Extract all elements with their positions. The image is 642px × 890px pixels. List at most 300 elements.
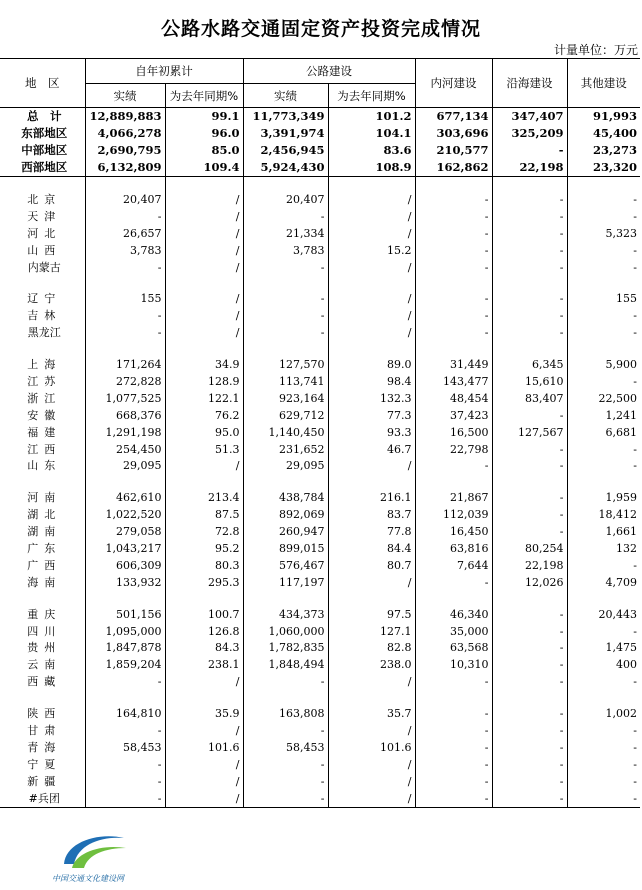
cell-ytd: 668,376 xyxy=(85,407,165,424)
cell-ytd: 1,291,198 xyxy=(85,424,165,441)
cell-ytd-yoy: / xyxy=(165,458,243,475)
cell-other: - xyxy=(567,623,640,640)
cell-other: 45,400 xyxy=(567,125,640,142)
cell-other: - xyxy=(567,557,640,574)
cell-coastal: - xyxy=(492,657,567,674)
cell-coastal: - xyxy=(492,490,567,507)
spacer-cell xyxy=(328,342,415,357)
spacer-cell xyxy=(415,691,492,706)
cell-road: 5,924,430 xyxy=(243,159,328,176)
cell-road-yoy: 77.8 xyxy=(328,524,415,541)
cell-other: 155 xyxy=(567,291,640,308)
spacer-cell xyxy=(0,342,85,357)
cell-ytd-yoy: / xyxy=(165,208,243,225)
cell-inland: - xyxy=(415,225,492,242)
cell-ytd: 501,156 xyxy=(85,606,165,623)
spacer-cell xyxy=(0,475,85,490)
cell-road-yoy: 132.3 xyxy=(328,390,415,407)
region-name: 安徽 xyxy=(27,408,62,422)
cell-inland: - xyxy=(415,773,492,790)
cell-ytd: 254,450 xyxy=(85,441,165,458)
cell-other: 400 xyxy=(567,657,640,674)
cell-road-yoy: / xyxy=(328,259,415,276)
cell-road: 29,095 xyxy=(243,458,328,475)
province-row xyxy=(0,225,640,242)
cell-inland: - xyxy=(415,706,492,723)
spacer-cell xyxy=(85,176,165,192)
cell-ytd: 1,847,878 xyxy=(85,640,165,657)
province-row xyxy=(0,374,640,391)
cell-road: 231,652 xyxy=(243,441,328,458)
cell-road: 3,391,974 xyxy=(243,125,328,142)
spacer-cell xyxy=(567,691,640,706)
cell-ytd: 1,043,217 xyxy=(85,541,165,558)
cell-inland: - xyxy=(415,740,492,757)
cell-ytd-yoy: / xyxy=(165,242,243,259)
cell-inland: - xyxy=(415,790,492,807)
cell-road: 163,808 xyxy=(243,706,328,723)
cell-road: 1,060,000 xyxy=(243,623,328,640)
province-row xyxy=(0,640,640,657)
cell-ytd-yoy: 35.9 xyxy=(165,706,243,723)
cell-road: - xyxy=(243,325,328,342)
cell-ytd: 6,132,809 xyxy=(85,159,165,176)
cell-inland: - xyxy=(415,756,492,773)
cell-inland: 22,798 xyxy=(415,441,492,458)
province-row xyxy=(0,458,640,475)
cell-other: - xyxy=(567,308,640,325)
cell-inland: 37,423 xyxy=(415,407,492,424)
region-name: 山东 xyxy=(27,459,62,473)
cell-inland: - xyxy=(415,325,492,342)
cell-inland: 10,310 xyxy=(415,657,492,674)
cell-other: 91,993 xyxy=(567,108,640,125)
cell-ytd: - xyxy=(85,208,165,225)
cell-coastal: - xyxy=(492,674,567,691)
spacer-row xyxy=(0,591,640,606)
cell-road-yoy: / xyxy=(328,790,415,807)
spacer-cell xyxy=(492,475,567,490)
cell-coastal: 6,345 xyxy=(492,357,567,374)
cell-ytd: 1,859,204 xyxy=(85,657,165,674)
spacer-cell xyxy=(165,591,243,606)
region-name: 湖南 xyxy=(27,525,62,539)
cell-ytd: 171,264 xyxy=(85,357,165,374)
cell-coastal: 80,254 xyxy=(492,541,567,558)
cell-other: - xyxy=(567,723,640,740)
spacer-cell xyxy=(492,691,567,706)
spacer-row xyxy=(0,176,640,192)
cell-ytd-yoy: 95.2 xyxy=(165,541,243,558)
province-row xyxy=(0,790,640,807)
spacer-cell xyxy=(492,342,567,357)
summary-row xyxy=(0,125,640,142)
cell-inland: - xyxy=(415,723,492,740)
cell-road-yoy: / xyxy=(328,756,415,773)
region-name: 青海 xyxy=(27,740,62,754)
summary-row xyxy=(0,108,640,125)
cell-coastal: - xyxy=(492,458,567,475)
cell-other: - xyxy=(567,674,640,691)
spacer-cell xyxy=(0,591,85,606)
cell-inland: 31,449 xyxy=(415,357,492,374)
region-name: 江西 xyxy=(27,442,62,456)
spacer-cell xyxy=(328,276,415,291)
cell-road: 260,947 xyxy=(243,524,328,541)
region-name: 吉林 xyxy=(27,309,62,323)
spacer-cell xyxy=(165,475,243,490)
region-name: 陕西 xyxy=(27,707,62,721)
spacer-cell xyxy=(165,342,243,357)
header-region: 地 区 xyxy=(0,59,85,108)
cell-ytd: 606,309 xyxy=(85,557,165,574)
cell-ytd-yoy: 100.7 xyxy=(165,606,243,623)
province-row xyxy=(0,524,640,541)
region-name: 天津 xyxy=(27,209,62,223)
cell-inland: 21,867 xyxy=(415,490,492,507)
cell-other: - xyxy=(567,790,640,807)
cell-ytd: 1,095,000 xyxy=(85,623,165,640)
cell-other: - xyxy=(567,192,640,209)
province-row xyxy=(0,441,640,458)
cell-other: - xyxy=(567,740,640,757)
spacer-row xyxy=(0,276,640,291)
cell-other: - xyxy=(567,259,640,276)
spacer-cell xyxy=(165,276,243,291)
cell-road-yoy: 15.2 xyxy=(328,242,415,259)
cell-ytd: 279,058 xyxy=(85,524,165,541)
cell-road: - xyxy=(243,259,328,276)
cell-road-yoy: 84.4 xyxy=(328,541,415,558)
header-ytd-yoy: 为去年同期% xyxy=(165,84,243,108)
unit-label: 计量单位：万元 xyxy=(553,43,638,57)
cell-coastal: - xyxy=(492,441,567,458)
cell-inland: - xyxy=(415,674,492,691)
cell-coastal: - xyxy=(492,740,567,757)
region-name: 上海 xyxy=(27,358,62,372)
cell-other: 23,273 xyxy=(567,142,640,159)
spacer-cell xyxy=(415,591,492,606)
cell-ytd: 29,095 xyxy=(85,458,165,475)
cell-road-yoy: / xyxy=(328,325,415,342)
cell-road: 629,712 xyxy=(243,407,328,424)
cell-inland: - xyxy=(415,259,492,276)
cell-coastal: 347,407 xyxy=(492,108,567,125)
province-row xyxy=(0,740,640,757)
cell-coastal: - xyxy=(492,790,567,807)
cell-inland: - xyxy=(415,574,492,591)
cell-coastal: 83,407 xyxy=(492,390,567,407)
spacer-cell xyxy=(328,176,415,192)
region-name: 北京 xyxy=(27,193,62,206)
cell-inland: 16,500 xyxy=(415,424,492,441)
cell-road: - xyxy=(243,773,328,790)
cell-road-yoy: 77.3 xyxy=(328,407,415,424)
cell-other: - xyxy=(567,458,640,475)
header-coastal: 沿海建设 xyxy=(492,59,567,108)
province-row xyxy=(0,192,640,209)
cell-coastal: - xyxy=(492,606,567,623)
cell-ytd-yoy: / xyxy=(165,790,243,807)
province-row xyxy=(0,756,640,773)
cell-inland: 210,577 xyxy=(415,142,492,159)
cell-ytd-yoy: 122.1 xyxy=(165,390,243,407)
cell-ytd-yoy: 72.8 xyxy=(165,524,243,541)
cell-ytd-yoy: 80.3 xyxy=(165,557,243,574)
cell-ytd-yoy: / xyxy=(165,259,243,276)
cell-ytd-yoy: 96.0 xyxy=(165,125,243,142)
header-inland: 内河建设 xyxy=(415,59,492,108)
province-row xyxy=(0,424,640,441)
header-road-yoy: 为去年同期% xyxy=(328,84,415,108)
cell-coastal: - xyxy=(492,259,567,276)
table-body xyxy=(0,108,640,808)
cell-ytd-yoy: 76.2 xyxy=(165,407,243,424)
cell-other: 1,959 xyxy=(567,490,640,507)
spacer-row xyxy=(0,691,640,706)
cell-ytd: 133,932 xyxy=(85,574,165,591)
province-row xyxy=(0,623,640,640)
cell-road: 11,773,349 xyxy=(243,108,328,125)
cell-road-yoy: 101.6 xyxy=(328,740,415,757)
spacer-cell xyxy=(328,475,415,490)
cell-other: - xyxy=(567,242,640,259)
region-name: 河北 xyxy=(27,226,62,240)
cell-road-yoy: / xyxy=(328,458,415,475)
cell-coastal: 12,026 xyxy=(492,574,567,591)
cell-ytd: 4,066,278 xyxy=(85,125,165,142)
cell-ytd-yoy: / xyxy=(165,674,243,691)
spacer-cell xyxy=(415,475,492,490)
province-row xyxy=(0,674,640,691)
cell-ytd-yoy: 128.9 xyxy=(165,374,243,391)
cell-other: 18,412 xyxy=(567,507,640,524)
province-row xyxy=(0,574,640,591)
header-road-group: 公路建设 xyxy=(243,59,415,84)
cell-ytd: - xyxy=(85,674,165,691)
cell-ytd: 2,690,795 xyxy=(85,142,165,159)
cell-other: 4,709 xyxy=(567,574,640,591)
cell-ytd-yoy: 238.1 xyxy=(165,657,243,674)
cell-inland: 677,134 xyxy=(415,108,492,125)
cell-ytd-yoy: 99.1 xyxy=(165,108,243,125)
cell-road: 1,848,494 xyxy=(243,657,328,674)
region-name: 江苏 xyxy=(27,375,62,389)
cell-coastal: 127,567 xyxy=(492,424,567,441)
cell-inland: 48,454 xyxy=(415,390,492,407)
cell-road-yoy: 82.8 xyxy=(328,640,415,657)
region-name: 广东 xyxy=(27,542,62,556)
cell-ytd-yoy: / xyxy=(165,225,243,242)
cell-inland: 63,816 xyxy=(415,541,492,558)
region-name: #兵团 xyxy=(0,790,85,807)
swoosh-logo-icon xyxy=(58,830,128,874)
cell-ytd-yoy: 101.6 xyxy=(165,740,243,757)
cell-other: 1,661 xyxy=(567,524,640,541)
cell-ytd-yoy: / xyxy=(165,192,243,209)
region-name: 山西 xyxy=(27,243,62,257)
province-row xyxy=(0,325,640,342)
cell-road-yoy: / xyxy=(328,208,415,225)
province-row xyxy=(0,390,640,407)
spacer-cell xyxy=(243,342,328,357)
cell-inland: 303,696 xyxy=(415,125,492,142)
spacer-cell xyxy=(567,475,640,490)
cell-other: - xyxy=(567,374,640,391)
cell-coastal: - xyxy=(492,524,567,541)
cell-road-yoy: 238.0 xyxy=(328,657,415,674)
cell-ytd-yoy: 95.0 xyxy=(165,424,243,441)
summary-row xyxy=(0,142,640,159)
cell-other: 1,241 xyxy=(567,407,640,424)
cell-coastal: - xyxy=(492,291,567,308)
cell-coastal: - xyxy=(492,507,567,524)
cell-road: 438,784 xyxy=(243,490,328,507)
province-row xyxy=(0,606,640,623)
region-name: 辽宁 xyxy=(27,292,62,306)
cell-road: 1,782,835 xyxy=(243,640,328,657)
cell-coastal: 15,610 xyxy=(492,374,567,391)
cell-inland: - xyxy=(415,291,492,308)
investment-table xyxy=(0,58,640,808)
cell-coastal: - xyxy=(492,773,567,790)
region-name: 甘肃 xyxy=(27,724,62,738)
cell-ytd-yoy: / xyxy=(165,291,243,308)
cell-other: 23,320 xyxy=(567,159,640,176)
spacer-cell xyxy=(165,691,243,706)
province-row xyxy=(0,773,640,790)
region-name: 宁夏 xyxy=(27,757,62,771)
spacer-cell xyxy=(0,276,85,291)
cell-road: - xyxy=(243,756,328,773)
cell-road: - xyxy=(243,208,328,225)
cell-road: 899,015 xyxy=(243,541,328,558)
spacer-cell xyxy=(243,276,328,291)
cell-ytd: 12,889,883 xyxy=(85,108,165,125)
cell-road-yoy: 80.7 xyxy=(328,557,415,574)
province-row xyxy=(0,723,640,740)
cell-ytd-yoy: / xyxy=(165,773,243,790)
cell-road: - xyxy=(243,291,328,308)
cell-ytd: 3,783 xyxy=(85,242,165,259)
spacer-cell xyxy=(328,591,415,606)
cell-inland: 35,000 xyxy=(415,623,492,640)
cell-ytd: 164,810 xyxy=(85,706,165,723)
cell-road-yoy: / xyxy=(328,723,415,740)
region-name: 贵州 xyxy=(27,641,62,655)
cell-road-yoy: 108.9 xyxy=(328,159,415,176)
cell-road-yoy: / xyxy=(328,192,415,209)
cell-ytd-yoy: / xyxy=(165,325,243,342)
region-name: 云南 xyxy=(27,658,62,672)
cell-ytd: 155 xyxy=(85,291,165,308)
cell-road: - xyxy=(243,790,328,807)
region-name: 内蒙古 xyxy=(27,260,61,274)
region-name: 黑龙江 xyxy=(27,326,61,340)
watermark-text: 中国交通文化建设网 xyxy=(52,874,124,883)
cell-coastal: - xyxy=(492,325,567,342)
spacer-cell xyxy=(243,176,328,192)
cell-inland: 46,340 xyxy=(415,606,492,623)
cell-road-yoy: 83.7 xyxy=(328,507,415,524)
cell-other: 20,443 xyxy=(567,606,640,623)
cell-coastal: - xyxy=(492,225,567,242)
summary-row xyxy=(0,159,640,176)
spacer-row xyxy=(0,475,640,490)
province-row xyxy=(0,557,640,574)
cell-ytd-yoy: 34.9 xyxy=(165,357,243,374)
spacer-cell xyxy=(85,342,165,357)
cell-road: 2,456,945 xyxy=(243,142,328,159)
cell-road: 127,570 xyxy=(243,357,328,374)
cell-coastal: - xyxy=(492,208,567,225)
cell-other: 5,900 xyxy=(567,357,640,374)
cell-ytd: - xyxy=(85,325,165,342)
cell-coastal: - xyxy=(492,723,567,740)
cell-coastal: - xyxy=(492,242,567,259)
region-name: 海南 xyxy=(27,575,62,589)
cell-ytd-yoy: 213.4 xyxy=(165,490,243,507)
spacer-cell xyxy=(567,591,640,606)
spacer-cell xyxy=(492,591,567,606)
cell-coastal: - xyxy=(492,640,567,657)
spacer-cell xyxy=(567,176,640,192)
cell-other: 1,475 xyxy=(567,640,640,657)
province-row xyxy=(0,242,640,259)
cell-other: 22,500 xyxy=(567,390,640,407)
spacer-cell xyxy=(415,342,492,357)
cell-road-yoy: 98.4 xyxy=(328,374,415,391)
page-title: 公路水路交通固定资产投资完成情况 xyxy=(160,18,481,40)
cell-inland: 162,862 xyxy=(415,159,492,176)
cell-road: 1,140,450 xyxy=(243,424,328,441)
cell-ytd: - xyxy=(85,790,165,807)
spacer-cell xyxy=(0,691,85,706)
province-row xyxy=(0,657,640,674)
cell-inland: 112,039 xyxy=(415,507,492,524)
province-row xyxy=(0,706,640,723)
spacer-cell xyxy=(243,691,328,706)
cell-ytd: 272,828 xyxy=(85,374,165,391)
cell-road-yoy: 104.1 xyxy=(328,125,415,142)
region-name: 新疆 xyxy=(27,774,62,788)
cell-ytd-yoy: 51.3 xyxy=(165,441,243,458)
region-name: 西藏 xyxy=(27,675,62,689)
spacer-cell xyxy=(0,176,85,192)
cell-road-yoy: 89.0 xyxy=(328,357,415,374)
cell-inland: - xyxy=(415,208,492,225)
cell-road-yoy: 93.3 xyxy=(328,424,415,441)
spacer-cell xyxy=(85,691,165,706)
cell-road: 113,741 xyxy=(243,374,328,391)
cell-other: - xyxy=(567,208,640,225)
cell-road: 3,783 xyxy=(243,242,328,259)
cell-coastal: - xyxy=(492,407,567,424)
cell-road-yoy: / xyxy=(328,225,415,242)
cell-inland: - xyxy=(415,308,492,325)
cell-coastal: - xyxy=(492,308,567,325)
cell-ytd: 26,657 xyxy=(85,225,165,242)
cell-inland: 63,568 xyxy=(415,640,492,657)
cell-road-yoy: 101.2 xyxy=(328,108,415,125)
region-name: 西部地区 xyxy=(0,159,85,176)
cell-other: 132 xyxy=(567,541,640,558)
province-row xyxy=(0,407,640,424)
spacer-cell xyxy=(85,475,165,490)
watermark-logo xyxy=(52,830,172,886)
cell-coastal: - xyxy=(492,706,567,723)
cell-other: - xyxy=(567,441,640,458)
